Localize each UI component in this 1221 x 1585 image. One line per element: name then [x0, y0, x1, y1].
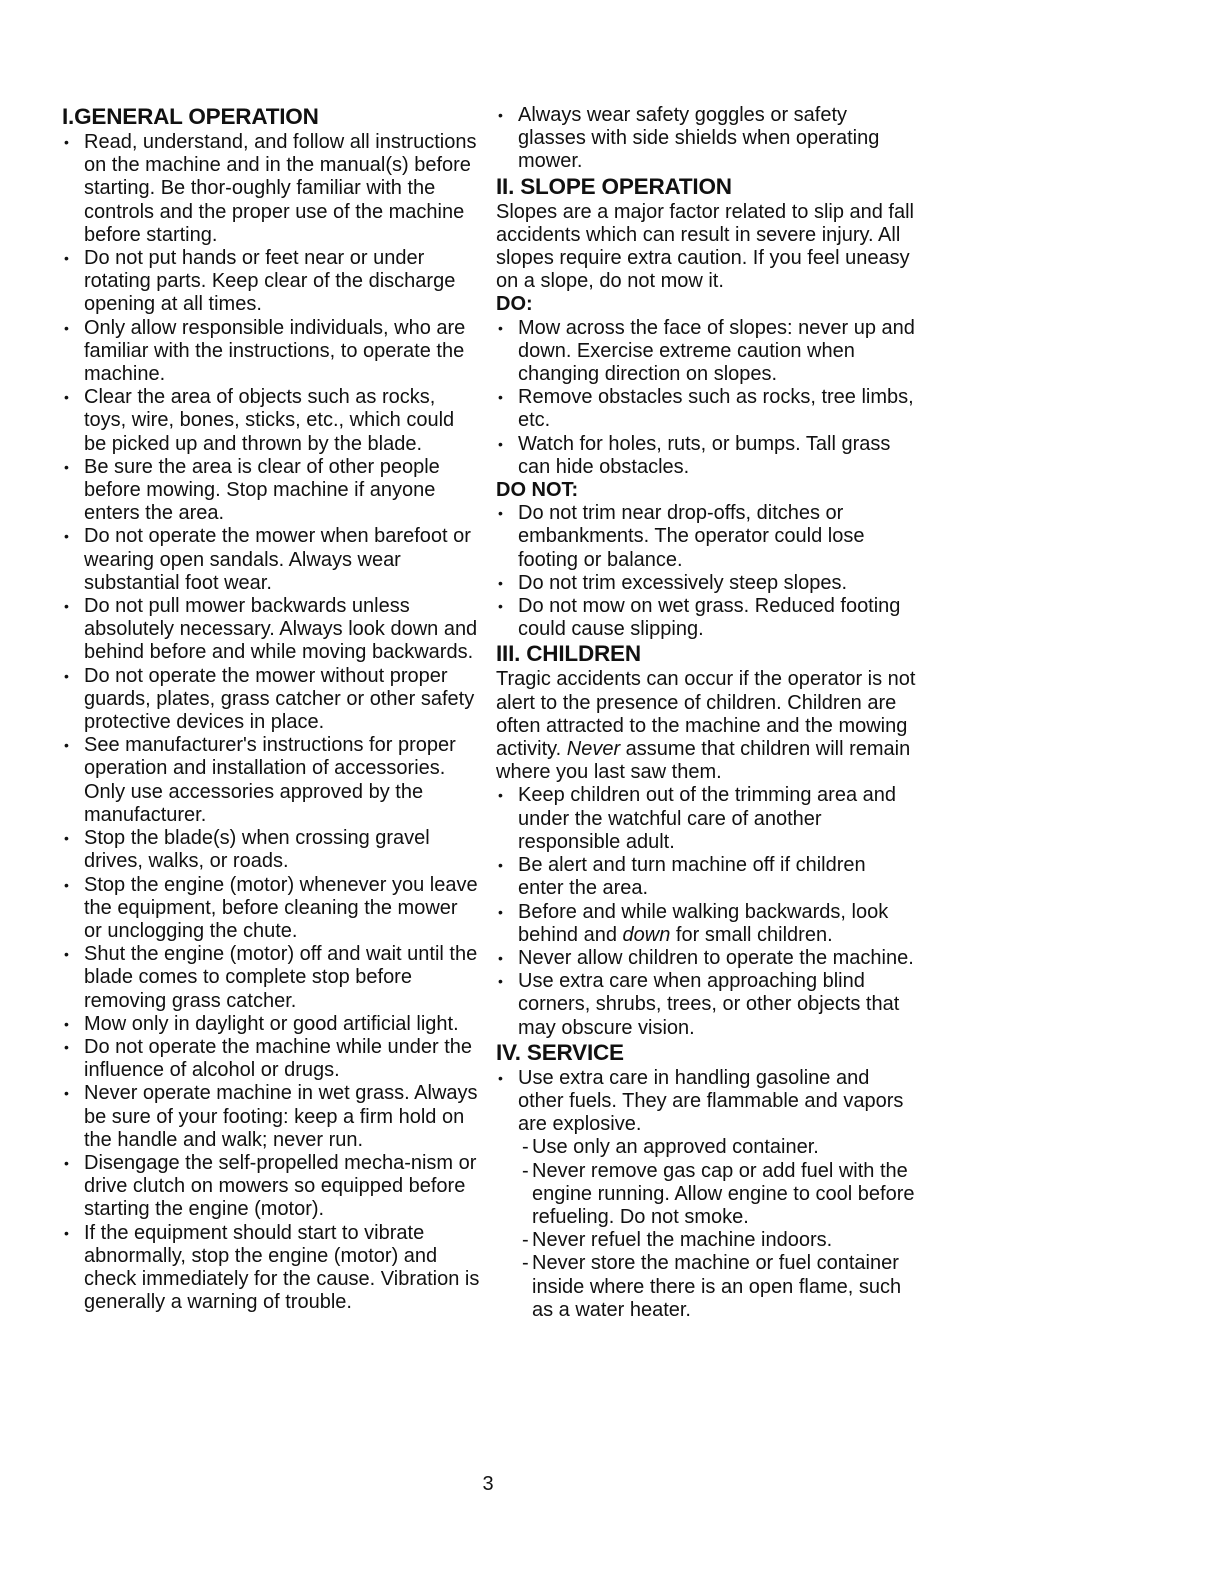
sublist-item: - Never store the machine or fuel container inside where there is an open flame, such as a water heater. [522, 1252, 902, 1321]
dash-icon: - [522, 1252, 529, 1275]
fuel-safety-sublist [518, 1136, 916, 1322]
list-item: • Before and while walking backwards, look behind and down for small children. [498, 900, 889, 946]
bullet-icon: • [64, 667, 69, 684]
list-item: • Watch for holes, ruts, or bumps. Tall grass can hide obstacles. [498, 432, 891, 478]
list-item: • Be alert and turn machine off if children enter the area. [498, 854, 866, 900]
list-item: • Stop the engine (motor) whenever you leave the equipment, before cleaning the mower or unclogging the chute. [64, 873, 478, 942]
bullet-icon: • [64, 1224, 69, 1241]
list-item: • Shut the engine (motor) off and wait until the blade comes to complete stop before removing grass catcher. [64, 943, 478, 1012]
general-operation-list [62, 131, 480, 1314]
bullet-icon: • [64, 528, 69, 545]
bullet-icon: • [498, 574, 503, 591]
children-intro: Tragic accidents can occur if the operator is not alert to the presence of children. Children are often attracted to the machine and the mowing activity. Never assume that children will remain where you last saw them. [496, 668, 916, 784]
bullet-icon: • [64, 1085, 69, 1102]
bullet-icon: • [64, 1038, 69, 1055]
section-heading-general-operation: I.GENERAL OPERATION [62, 104, 319, 129]
bullet-icon: • [64, 1015, 69, 1032]
sublist-item: - Use only an approved container. [522, 1136, 819, 1159]
list-item: • Never operate machine in wet grass. Always be sure of your footing: keep a firm hold on the handle and walk; never run. [64, 1082, 478, 1151]
list-item: • Use extra care in handling gasoline and other fuels. They are flammable and vapors are explosive. - Use only an approved container. - Never remove gas cap or add fuel with the engine running. Allow engine to cool before refueling. Do not smoke. - Never refuel the machine indoors. - Never store the machine or fuel container inside where there is an open flame, such as a water heater. [498, 1066, 915, 1321]
slope-intro: Slopes are a major factor related to slip and fall accidents which can result in severe injury. All slopes require extra caution. If you feel uneasy on a slope, do not mow it. [496, 200, 914, 293]
bullet-icon: • [498, 949, 503, 966]
list-item: • Keep children out of the trimming area and under the watchful care of another responsible adult. [498, 784, 896, 853]
bullet-icon: • [64, 1154, 69, 1171]
list-item: • Clear the area of objects such as rocks, toys, wire, bones, sticks, etc., which could be picked up and thrown by the blade. [64, 386, 455, 455]
list-item: • Do not operate the mower when barefoot or wearing open sandals. Always wear substantial foot wear. [64, 525, 471, 594]
bullet-icon: • [498, 389, 503, 406]
bullet-icon: • [498, 435, 503, 452]
bullet-icon: • [64, 389, 69, 406]
list-item: • Do not mow on wet grass. Reduced footing could cause slipping. [498, 595, 901, 641]
list-item: • Do not operate the machine while under the influence of alcohol or drugs. [64, 1035, 473, 1082]
bullet-icon: • [498, 319, 503, 336]
section-heading-children: III. CHILDREN [496, 641, 641, 667]
bullet-icon: • [64, 946, 69, 963]
children-list [496, 784, 916, 1039]
list-item: • Mow across the face of slopes: never up and down. Exercise extreme caution when changing direction on slopes. [498, 316, 915, 386]
list-item: • Use extra care when approaching blind corners, shrubs, trees, or other objects that may obscure vision. [498, 970, 900, 1039]
bullet-icon: • [64, 134, 69, 150]
section-heading-slope-operation: II. SLOPE OPERATION [496, 173, 732, 199]
list-item: • Do not trim excessively steep slopes. [498, 571, 848, 594]
bullet-icon: • [498, 973, 503, 990]
general-operation-list-continued [496, 104, 916, 174]
list-item: • Mow only in daylight or good artificial light. [64, 1012, 459, 1035]
list-item: • Do not operate the mower without proper guards, plates, grass catcher or other safety protective devices in place. [64, 664, 475, 734]
bullet-icon: • [498, 857, 503, 874]
sublist-item: - Never remove gas cap or add fuel with the engine running. Allow engine to cool before refueling. Do not smoke. [522, 1159, 915, 1228]
list-item: • Do not put hands or feet near or under rotating parts. Keep clear of the discharge opening at all times. [64, 247, 456, 316]
do-not-label: DO NOT: [496, 479, 579, 502]
dash-icon: - [522, 1159, 529, 1182]
bullet-icon: • [64, 876, 69, 893]
bullet-icon: • [498, 505, 503, 522]
bullet-icon: • [498, 598, 503, 615]
list-item: • Always wear safety goggles or safety glasses with side shields when operating mower. [498, 104, 880, 173]
bullet-icon: • [498, 107, 503, 123]
bullet-icon: • [498, 1069, 503, 1086]
list-item: • Read, understand, and follow all instructions on the machine and in the manual(s) before starting. Be thor-oughly familiar with the controls and the proper use of the machine before starting. [64, 131, 477, 246]
do-not-list [496, 502, 916, 641]
service-list [496, 1067, 916, 1322]
list-item: • See manufacturer's instructions for proper operation and installation of accessories. Only use accessories approved by the manufacturer. [64, 734, 456, 826]
bullet-icon: • [64, 737, 69, 754]
dash-icon: - [522, 1136, 529, 1159]
list-item: • Remove obstacles such as rocks, tree limbs, etc. [498, 386, 914, 432]
do-list [496, 317, 916, 479]
right-column [496, 104, 916, 1322]
list-item: • Stop the blade(s) when crossing gravel drives, walks, or roads. [64, 827, 430, 873]
dash-icon: - [522, 1229, 529, 1252]
bullet-icon: • [498, 787, 503, 804]
list-item: • Be sure the area is clear of other people before mowing. Stop machine if anyone enters the area. [64, 455, 440, 525]
left-column [62, 104, 480, 1314]
bullet-icon: • [64, 458, 69, 475]
list-item: • Do not pull mower backwards unless absolutely necessary. Always look down and behind before and while moving backwards. [64, 595, 478, 664]
bullet-icon: • [498, 903, 503, 920]
bullet-icon: • [64, 250, 69, 267]
list-item: • Disengage the self-propelled mecha-nism or drive clutch on mowers so equipped before starting the engine (motor). [64, 1151, 477, 1221]
list-item: • Only allow responsible individuals, who are familiar with the instructions, to operate the machine. [64, 316, 466, 386]
bullet-icon: • [64, 319, 69, 336]
list-item: • Never allow children to operate the machine. [498, 946, 914, 969]
sublist-item: - Never refuel the machine indoors. [522, 1229, 833, 1252]
list-item: • Do not trim near drop-offs, ditches or embankments. The operator could lose footing or balance. [498, 502, 865, 571]
do-label: DO: [496, 293, 533, 316]
page-number: 3 [482, 1473, 494, 1495]
bullet-icon: • [64, 830, 69, 847]
section-heading-service: IV. SERVICE [496, 1039, 624, 1065]
bullet-icon: • [64, 598, 69, 615]
list-item: • If the equipment should start to vibrate abnormally, stop the engine (motor) and check immediately for the cause. Vibration is generally a warning of trouble. [64, 1221, 480, 1314]
